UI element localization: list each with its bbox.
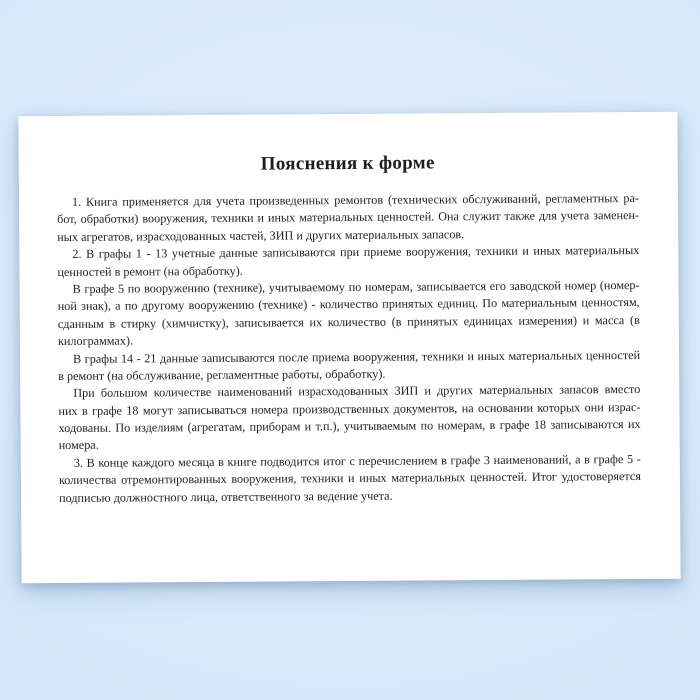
text-line: килограммах). xyxy=(57,333,134,349)
text-line: номера. xyxy=(58,438,99,453)
document-title: Пояснения к форме xyxy=(260,152,435,175)
text-line: ходованы. По изделиям (агрегатам, приборам и т.п.), учитываемым по номерам, в графе 18 записываются их xyxy=(58,417,641,436)
text-line: бот, обработки) вооружения, техники и иных материальных ценностей. Она служит также для учета заменен- xyxy=(57,208,640,227)
paragraph xyxy=(58,381,640,455)
paragraph xyxy=(58,277,640,351)
text-line: 3. В конце каждого месяца в книге подводится итог с перечислением в графе 3 наименований, а в графе 5 - xyxy=(73,451,641,470)
text-line: сданным в стирку (химчистку), записывается их количество (в принятых единицах измерения) и масса (в xyxy=(57,312,640,331)
text-line: 2. В графы 1 - 13 учетные данные записываются при приеме вооружения, техники и иных материальных xyxy=(72,243,640,262)
text-line: В графе 5 по вооружению (технике), учитываемому по номерам, записывается его заводской номер (номер- xyxy=(72,277,640,296)
text-line: них в графе 18 могут записываться номера производственных документов, на основании которых они израс- xyxy=(58,399,641,418)
text-line: 1. Книга применяется для учета произведенных ремонтов (технических обслуживаний, регламентных ра- xyxy=(71,190,640,209)
document-page xyxy=(18,112,680,584)
text-line: В графы 14 - 21 данные записываются после приема вооружения, техники и иных материальных ценностей xyxy=(73,347,641,366)
text-line: количества отремонтированных вооружения, техники и иных материальных ценностей. Итог удостоверяется xyxy=(58,469,641,488)
paragraph xyxy=(59,451,641,507)
paragraph xyxy=(57,190,639,246)
text-line: ной знак), а по другому вооружению (технике) - количество принятых единиц. По материальным ценностям, xyxy=(57,295,640,314)
text-line: подписью должностного лица, ответственного за ведение учета. xyxy=(58,488,393,505)
document-body xyxy=(57,190,641,507)
text-line: ных агрегатов, израсходованных частей, ЗИП и других материальных запасов. xyxy=(57,226,465,244)
text-line: При большом количестве наименований израсходованных ЗИП и других материальных запасов вместо xyxy=(73,382,641,401)
text-line: ценностей в ремонт (на обработку). xyxy=(57,263,243,279)
paragraph xyxy=(58,346,640,385)
paragraph xyxy=(57,242,639,281)
text-line: в ремонт (на обслуживание, регламентные работы, обработку). xyxy=(58,366,386,383)
